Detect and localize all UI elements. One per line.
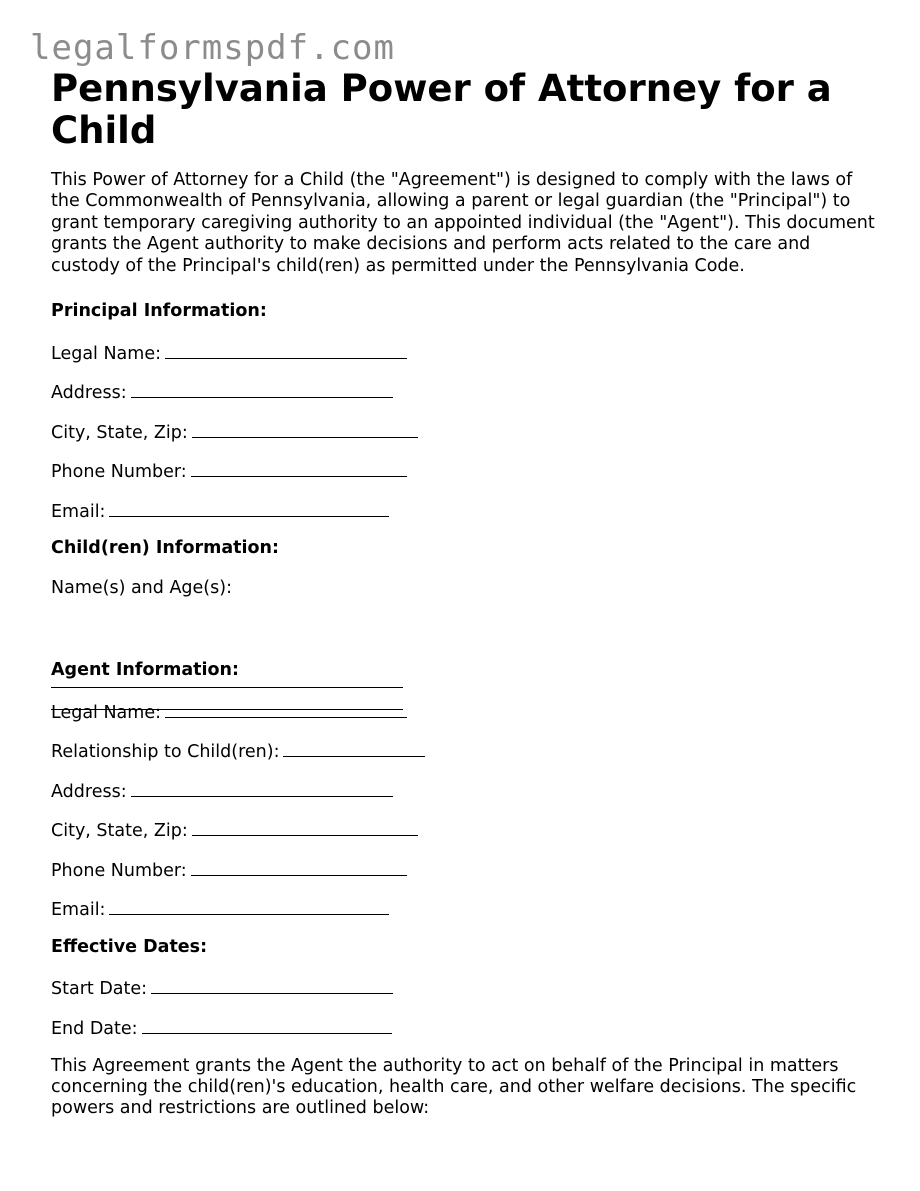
principal-city-label: City, State, Zip:: [51, 423, 188, 443]
agent-email-field[interactable]: [109, 897, 389, 915]
agent-legal-name-label: Legal Name:: [51, 703, 161, 723]
principal-phone-field[interactable]: [191, 459, 407, 477]
closing-paragraph: This Agreement grants the Agent the authority to act on behalf of the Principal in matters concerning the child(ren)'s education, health care, and other welfare decisions. The specific powers and restrictions are outlined below:: [51, 1056, 857, 1118]
children-names-field-1[interactable]: [51, 686, 403, 688]
principal-address-field[interactable]: [131, 380, 393, 398]
watermark: legalformspdf.com: [30, 28, 395, 68]
end-date-label: End Date:: [51, 1019, 138, 1039]
intro-paragraph: This Power of Attorney for a Child (the "Agreement") is designed to comply with the laws of the Commonwealth of Pennsylvania, allowing a parent or legal guardian (the "Principal") to grant temporary caregiving authority to an appointed individual (the "Agent"). This document grants the Agent authority to make decisions and perform acts related to the care and custody of the Principal's child(ren) as permitted under the Pennsylvania Code.: [51, 170, 875, 276]
principal-city-field[interactable]: [192, 420, 418, 438]
principal-legal-name-field[interactable]: [165, 341, 407, 359]
document-page: [51, 67, 881, 1118]
agent-address-field[interactable]: [131, 779, 393, 797]
agent-relationship-field[interactable]: [283, 739, 425, 757]
agent-email-label: Email:: [51, 900, 106, 920]
principal-email-label: Email:: [51, 502, 106, 522]
principal-address-label: Address:: [51, 383, 127, 403]
start-date-field[interactable]: [151, 976, 393, 994]
children-heading: Child(ren) Information:: [51, 538, 279, 558]
principal-phone-label: Phone Number:: [51, 462, 187, 482]
agent-phone-label: Phone Number:: [51, 861, 187, 881]
page-title: Pennsylvania Power of Attorney for a Child: [51, 67, 832, 152]
principal-legal-name-label: Legal Name:: [51, 344, 161, 364]
agent-relationship-label: Relationship to Child(ren):: [51, 742, 280, 762]
agent-heading: Agent Information:: [51, 660, 239, 680]
children-names-label: Name(s) and Age(s):: [51, 578, 232, 598]
agent-legal-name-field[interactable]: [165, 700, 407, 718]
agent-phone-field[interactable]: [191, 858, 407, 876]
dates-heading: Effective Dates:: [51, 937, 208, 957]
principal-email-field[interactable]: [109, 499, 389, 517]
end-date-field[interactable]: [142, 1016, 392, 1034]
start-date-label: Start Date:: [51, 979, 148, 999]
agent-city-field[interactable]: [192, 818, 418, 836]
agent-city-label: City, State, Zip:: [51, 821, 188, 841]
principal-heading: Principal Information:: [51, 301, 267, 321]
agent-address-label: Address:: [51, 782, 127, 802]
